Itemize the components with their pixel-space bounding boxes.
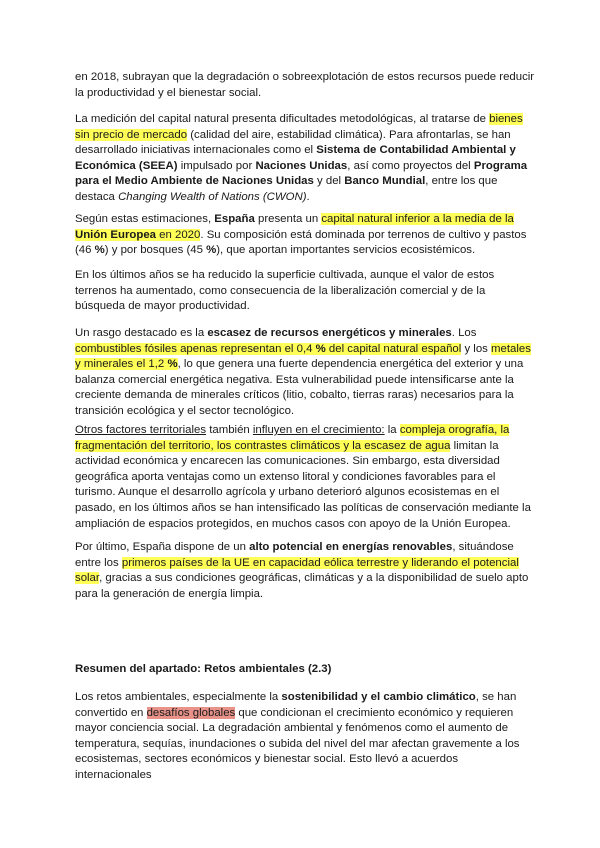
underlined-text: influyen en el crecimiento:	[252, 424, 385, 436]
highlight: del capital natural español	[325, 342, 462, 355]
paragraph-medicion-capital	[75, 112, 535, 206]
bold-text: Banco Mundial	[344, 175, 426, 188]
text: En los últimos años se ha reducido la superficie cultivada, aunque el valor de estos terrenos ha aumentado, como consecuencia de la liberalización comercial y de la búsqueda de mayor productividad.	[75, 269, 495, 313]
highlight-red: desafíos globales	[146, 706, 236, 719]
text: ) y por bosques (45	[104, 244, 207, 257]
bold-text: %	[94, 244, 105, 257]
bold-text: escasez de recursos energéticos y minerales	[207, 327, 452, 339]
highlight: en 2020	[156, 228, 201, 241]
bold-text: alto potencial en energías renovables	[249, 541, 453, 553]
paragraph-estimaciones	[75, 212, 535, 259]
text: Los retos ambientales, especialmente la	[75, 691, 282, 703]
paragraph-retos-ambientales	[75, 690, 535, 784]
bold-text: %	[206, 244, 217, 257]
underlined-text: Otros factores territoriales	[75, 424, 207, 436]
text: y los	[461, 342, 492, 355]
text: también	[206, 424, 253, 436]
text: , gracias a sus condiciones geográficas, climáticas y a la disponibilidad de suelo apto para la generación de energía limpia.	[75, 572, 529, 600]
bold-text: Programa para el Medio Ambiente de Naciones Unidas	[75, 159, 528, 188]
text: limitan la actividad económica y encarecen las comunicaciones. Sin embargo, esta diversidad geográfica aporta ventajas como un extenso litoral y condiciones favorables para el turismo. Aunque el desarrollo agrícola y urbano deterioró algunos ecosistemas en el pasado, en los últimos años se han intensificado las políticas de conservación mediante la ampliación de espacios protegidos, en muchos casos con apoyo de la Unión Europea.	[75, 439, 531, 530]
text: impulsado por	[177, 159, 256, 172]
text: , lo que genera una fuerte dependencia energética del exterior y una balanza comercial energética negativa. Esta vulnerabilidad puede intensificarse ante la creciente demanda de minerales críticos (litio, cobalto, tierras raras) necesarios para la transición ecológica y el sector tecnológico.	[75, 358, 524, 417]
highlight-bold: Unión Europea	[75, 228, 157, 241]
bold-text: Naciones Unidas	[255, 159, 348, 172]
text: . Su composición está dominada por terrenos de cultivo y pastos (46	[75, 228, 527, 257]
paragraph-factores-territoriales	[75, 423, 535, 532]
section-heading: Resumen del apartado: Retos ambientales (2.3)	[75, 663, 332, 675]
paragraph-renovables	[75, 540, 535, 602]
paragraph-recursos	[75, 70, 535, 101]
highlight-bold: %	[315, 342, 326, 355]
text: en 2018, subrayan que la degradación o sobreexplotación de estos recursos puede reducir la productividad y el bienestar social.	[75, 71, 535, 99]
text: .	[306, 190, 310, 203]
paragraph-escasez	[75, 326, 535, 420]
text: Según estas estimaciones,	[75, 213, 215, 225]
text: Por último, España dispone de un	[75, 541, 250, 553]
text: , entre los que destaca	[75, 175, 498, 203]
text: , se han convertido en	[75, 691, 517, 719]
text: (calidad del aire, estabilidad climática). Para afrontarlas, se han desarrollado iniciativas internacionales como el	[75, 128, 511, 157]
bold-text: Sistema de Contabilidad Ambiental y Económica (SEEA)	[75, 144, 516, 172]
highlight: capital natural inferior a la media de la	[321, 213, 514, 225]
highlight: bienes sin precio de mercado	[75, 113, 523, 141]
text: , así como proyectos del	[347, 159, 474, 172]
italic-text: Changing Wealth of Nations (CWON)	[118, 190, 307, 203]
text: ), que aportan importantes servicios ecosistémicos.	[216, 244, 476, 257]
text: La medición del capital natural presenta dificultades metodológicas, al tratarse de	[75, 113, 490, 125]
highlight: compleja orografía, la fragmentación del territorio, los contrastes climáticos y la escasez de agua	[75, 424, 510, 452]
bold-text: España	[214, 213, 255, 225]
highlight: combustibles fósiles apenas representan el 0,4	[75, 342, 316, 355]
bold-text: sostenibilidad y el cambio climático	[281, 691, 476, 703]
text: , situándose entre los	[75, 541, 514, 569]
text: la	[384, 424, 400, 436]
highlight-bold: %	[167, 358, 178, 371]
text: que condicionan el crecimiento económico y requieren mayor conciencia social. La degradación ambiental y fenómenos como el aumento de temperatura, sequías, inundaciones o subida del nivel del mar afectan gravemente a los ecosistemas, sectores económicos y bienestar social. Esto llevó a acuerdos internacionales	[75, 706, 520, 781]
text: Un rasgo destacado es la	[75, 327, 208, 339]
paragraph-superficie	[75, 268, 535, 315]
text: . Los	[451, 327, 477, 339]
text: y del	[313, 175, 345, 188]
highlight: primeros países de la UE en capacidad eólica terrestre y liderando el potencial solar	[75, 556, 519, 585]
text: presenta un	[254, 213, 322, 225]
highlight: metales y minerales el 1,2	[75, 342, 531, 371]
